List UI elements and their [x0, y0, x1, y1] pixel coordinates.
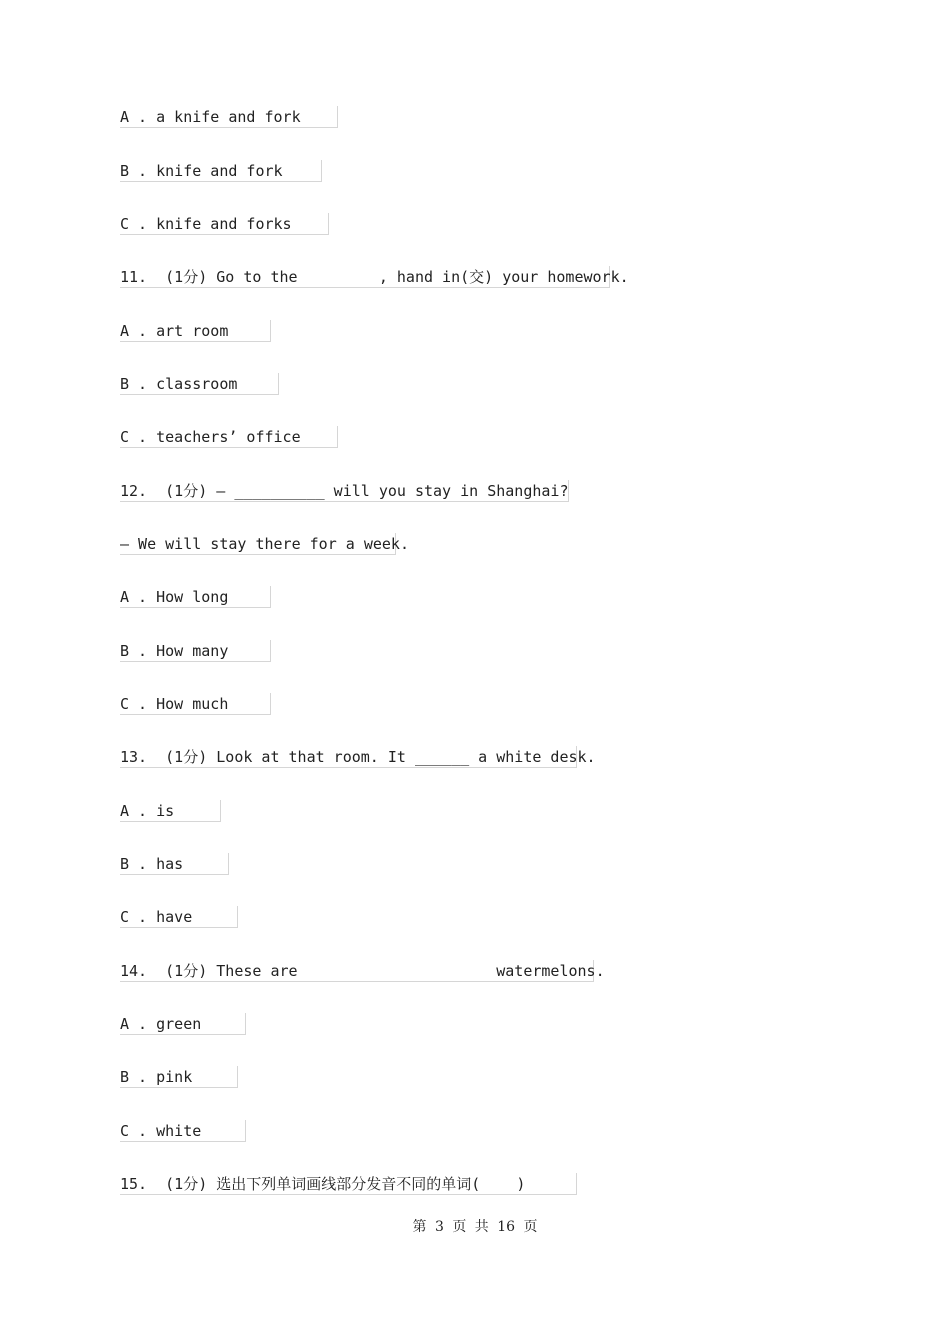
- question-12-answer: [120, 533, 409, 555]
- question-text: 12. (1分) — __________ will you stay in Shanghai?: [120, 482, 569, 500]
- question-text: 13. (1分) Look at that room. It ______ a white desk.: [120, 748, 596, 766]
- option-a: [120, 800, 221, 822]
- option-b: [120, 1066, 238, 1088]
- question-12: [120, 480, 569, 502]
- footer-prefix: 第: [412, 1219, 427, 1235]
- page-footer: [0, 1216, 950, 1236]
- option-a: [120, 586, 271, 608]
- option-text: B . knife and fork: [120, 162, 283, 180]
- option-text: C . knife and forks: [120, 215, 292, 233]
- option-text: B . classroom: [120, 375, 238, 393]
- option-text: A . a knife and fork: [120, 108, 301, 126]
- option-text: A . How long: [120, 588, 229, 606]
- option-a: [120, 320, 271, 342]
- question-text: 15. (1分) 选出下列单词画线部分发音不同的单词( ): [120, 1175, 526, 1193]
- option-c: [120, 693, 271, 715]
- option-b: [120, 640, 271, 662]
- option-text: C . teachers’ office: [120, 428, 301, 446]
- footer-page-label: 页: [452, 1219, 467, 1235]
- option-c: [120, 213, 329, 235]
- option-c: [120, 906, 238, 928]
- option-a: [120, 1013, 246, 1035]
- option-b: [120, 373, 279, 395]
- option-text: A . art room: [120, 322, 229, 340]
- question-13: [120, 746, 596, 768]
- current-page-number: 3: [434, 1219, 444, 1235]
- question-text: 11. (1分) Go to the , hand in(交) your homework.: [120, 268, 629, 286]
- question-15: [120, 1173, 577, 1195]
- option-text: C . How much: [120, 695, 229, 713]
- option-b: [120, 160, 322, 182]
- question-text: — We will stay there for a week.: [120, 535, 409, 553]
- footer-suffix: 页: [523, 1219, 538, 1235]
- question-14: [120, 960, 605, 982]
- option-c: [120, 426, 338, 448]
- option-text: A . is: [120, 802, 175, 820]
- option-text: C . have: [120, 908, 193, 926]
- option-text: C . white: [120, 1122, 202, 1140]
- option-text: B . has: [120, 855, 184, 873]
- option-b: [120, 853, 229, 875]
- question-11: [120, 266, 629, 288]
- option-text: B . How many: [120, 642, 229, 660]
- option-text: A . green: [120, 1015, 202, 1033]
- footer-total-label: 共: [474, 1219, 489, 1235]
- option-c: [120, 1120, 246, 1142]
- total-page-number: 16: [497, 1219, 516, 1235]
- option-text: B . pink: [120, 1068, 193, 1086]
- option-a: [120, 106, 338, 128]
- question-text: 14. (1分) These are watermelons.: [120, 962, 605, 980]
